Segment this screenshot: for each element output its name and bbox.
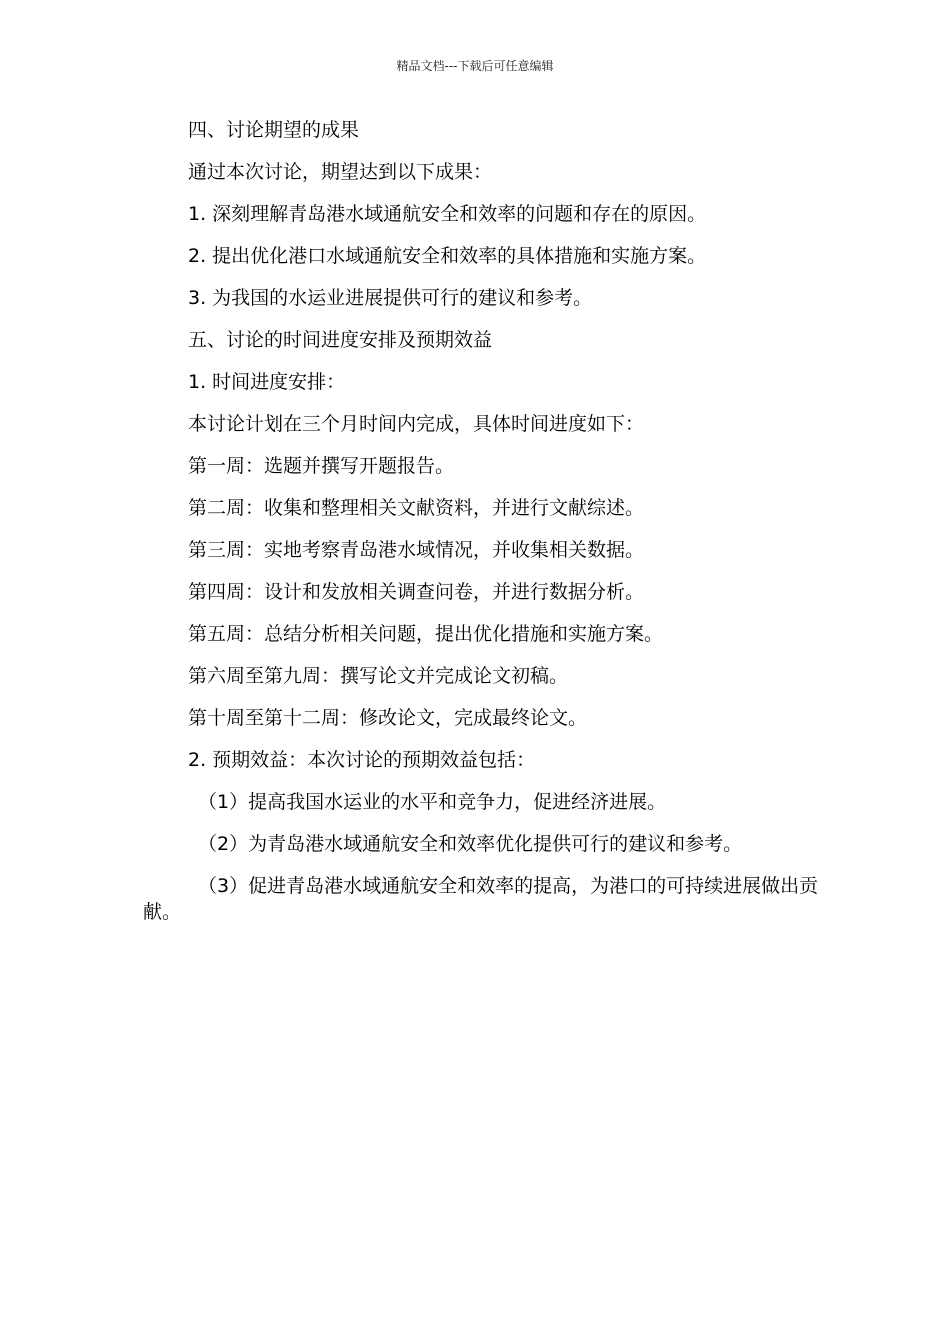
paragraph: 通过本次讨论，期望达到以下成果： xyxy=(188,161,493,183)
benefit-item: （3）促进青岛港水域通航安全和效率的提高，为港口的可持续进展做出贡献。 xyxy=(143,875,819,923)
list-item: 1. 深刻理解青岛港水域通航安全和效率的问题和存在的原因。 xyxy=(188,203,707,225)
list-item: 2. 提出优化港口水域通航安全和效率的具体措施和实施方案。 xyxy=(188,245,707,267)
list-item: 3. 为我国的水运业进展提供可行的建议和参考。 xyxy=(188,287,593,309)
benefit-item: （1）提高我国水运业的水平和竞争力，促进经济进展。 xyxy=(198,791,667,813)
schedule-item: 第四周：设计和发放相关调查问卷，并进行数据分析。 xyxy=(188,581,645,603)
section-heading-5: 五、讨论的时间进度安排及预期效益 xyxy=(188,329,493,351)
schedule-item: 第六周至第九周：撰写论文并完成论文初稿。 xyxy=(188,665,569,687)
page-header: 精品文档---下载后可任意编辑 xyxy=(396,59,554,73)
schedule-item: 第二周：收集和整理相关文献资料，并进行文献综述。 xyxy=(188,497,645,519)
benefit-item: （2）为青岛港水域通航安全和效率优化提供可行的建议和参考。 xyxy=(198,833,743,855)
schedule-item: 第三周：实地考察青岛港水域情况，并收集相关数据。 xyxy=(188,539,645,561)
schedule-item: 第五周：总结分析相关问题，提出优化措施和实施方案。 xyxy=(188,623,664,645)
subheading: 2. 预期效益：本次讨论的预期效益包括： xyxy=(188,749,536,771)
schedule-item: 第一周：选题并撰写开题报告。 xyxy=(188,455,455,477)
schedule-item: 第十周至第十二周：修改论文，完成最终论文。 xyxy=(188,707,588,729)
subheading: 1. 时间进度安排： xyxy=(188,371,346,393)
section-heading-4: 四、讨论期望的成果 xyxy=(188,119,360,141)
paragraph: 本讨论计划在三个月时间内完成，具体时间进度如下： xyxy=(188,413,645,435)
